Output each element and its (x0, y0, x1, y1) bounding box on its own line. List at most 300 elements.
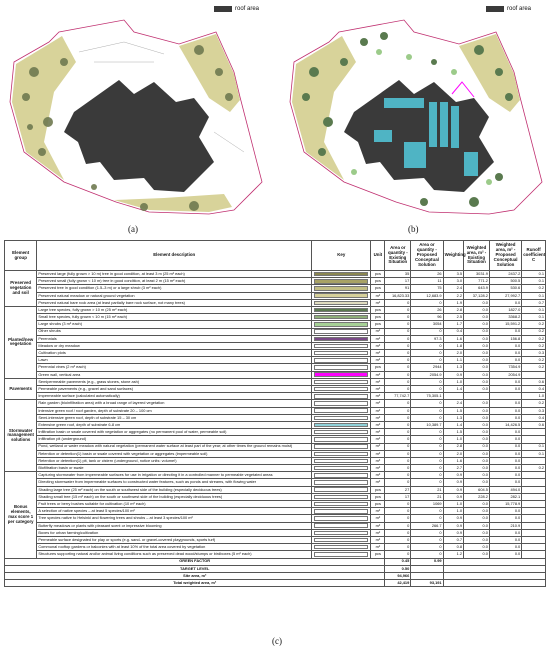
table-row (5, 357, 546, 364)
weighted-proposed-cell: 282.1 (489, 493, 521, 500)
proposed-cell: 11 (411, 278, 443, 285)
summary-blank (443, 580, 545, 587)
table-row (5, 536, 546, 543)
unit-cell: m³ (371, 457, 385, 464)
description-cell: Preserved small (fully grown < 10 m) tree in good condition, at least 2 m (15 m² each) (37, 278, 312, 285)
legend-color-swatch (314, 365, 368, 370)
caption-c: (c) (272, 636, 282, 646)
table-row (5, 314, 546, 321)
weighted-existing-cell: 0.0 (464, 407, 490, 414)
key-swatch-cell (312, 450, 371, 457)
unit-cell: pcs (371, 501, 385, 508)
legend-label-b: roof area (507, 6, 532, 12)
weighted-existing-cell: 0.0 (464, 357, 490, 364)
summary-blank (443, 558, 545, 565)
table-row (5, 292, 546, 299)
table-row (5, 306, 546, 313)
unit-cell: m² (371, 414, 385, 421)
table-row (5, 393, 546, 400)
table-row (5, 479, 546, 486)
weighted-existing-cell: 0.0 (464, 508, 490, 515)
key-swatch-cell (312, 371, 371, 378)
runoff-cell: 0.1 (522, 450, 546, 457)
runoff-cell (522, 479, 546, 486)
description-cell: Shading large tree (25 m² each) on the south or southwest side of the building (especially deciduous trees) (37, 486, 312, 493)
key-swatch-cell (312, 414, 371, 421)
description-cell: Permeable pavements (e.g., gravel and sand surfaces) (37, 386, 312, 393)
key-swatch-cell (312, 536, 371, 543)
weighted-existing-cell: 0.0 (464, 450, 490, 457)
legend-color-swatch (314, 523, 368, 528)
weighted-proposed-cell: 0.0 (489, 544, 521, 551)
key-swatch-cell (312, 465, 371, 472)
weighted-existing-cell: 0.0 (464, 335, 490, 342)
description-cell: Preserved large (fully grown > 10 m) tree in good condition, at least 3 m (25 m² each) (37, 271, 312, 278)
weighted-existing-cell: 37,128.2 (464, 292, 490, 299)
legend-color-swatch (314, 444, 368, 449)
runoff-cell: 0.2 (522, 328, 546, 335)
proposed-cell: 0 (411, 436, 443, 443)
table-row (5, 285, 546, 292)
weighted-proposed-cell: 0.0 (489, 386, 521, 393)
runoff-cell (522, 536, 546, 543)
table-row (5, 465, 546, 472)
unit-cell: m² (371, 443, 385, 450)
proposed-cell: 10,389.7 (411, 421, 443, 428)
summary-value: 0.50 (385, 565, 411, 572)
legend-color-swatch (314, 416, 368, 421)
runoff-cell (522, 457, 546, 464)
weighted-proposed-cell: 0.0 (489, 414, 521, 421)
summary-label: GREEN FACTOR (5, 558, 385, 565)
weighting-cell: 0.9 (443, 493, 463, 500)
weighted-proposed-cell: 0.0 (489, 536, 521, 543)
weighted-existing-cell: 228.2 (464, 493, 490, 500)
runoff-cell (522, 522, 546, 529)
weighting-cell: 0.4 (443, 328, 463, 335)
weighted-existing-cell: 0.0 (464, 551, 490, 558)
legend-color-swatch (314, 509, 368, 514)
existing-cell: 0 (385, 529, 411, 536)
unit-cell: m² (371, 522, 385, 529)
legend-color-swatch (314, 408, 368, 413)
proposed-cell: 0 (411, 472, 443, 479)
unit-cell: m² (371, 465, 385, 472)
legend-color-swatch (314, 322, 368, 327)
weighted-proposed-cell: 0.0 (489, 457, 521, 464)
proposed-cell: 21 (411, 486, 443, 493)
runoff-cell: 0.2 (522, 357, 546, 364)
weighting-cell: 1.4 (443, 421, 463, 428)
weighted-existing-cell: 0.0 (464, 342, 490, 349)
description-cell: Impermeable surface (calculated automatically) (37, 393, 312, 400)
existing-cell: 35 (385, 271, 411, 278)
runoff-cell (522, 529, 546, 536)
key-swatch-cell (312, 285, 371, 292)
key-swatch-cell (312, 421, 371, 428)
legend-color-swatch (314, 394, 368, 399)
table-row (5, 515, 546, 522)
unit-cell: m² (371, 479, 385, 486)
weighted-existing-cell (464, 393, 490, 400)
table-row (5, 457, 546, 464)
proposed-cell: 0 (411, 429, 443, 436)
proposed-cell: 0 (411, 400, 443, 407)
weighted-existing-cell: 0.0 (464, 321, 490, 328)
element-group-cell: Stormwater management solutions (5, 400, 37, 472)
description-cell: Permeable surface designated for play or sports (e.g. sand- or gravel-covered playgrounds, sports turf) (37, 536, 312, 543)
proposed-cell: 75,305.1 (411, 393, 443, 400)
key-swatch-cell (312, 472, 371, 479)
key-swatch-cell (312, 350, 371, 357)
table-row (5, 436, 546, 443)
proposed-cell: 0 (411, 508, 443, 515)
runoff-cell: 0.6 (522, 421, 546, 428)
header-weighted-proposed: Weighted area, m² - Proposed Conceptual Solution (489, 241, 521, 271)
caption-a: (a) (128, 224, 138, 234)
key-swatch-cell (312, 407, 371, 414)
unit-cell: m² (371, 400, 385, 407)
runoff-cell (522, 371, 546, 378)
header-key: Key (312, 241, 371, 271)
runoff-cell: 1.0 (522, 393, 546, 400)
weighted-proposed-cell: 0.0 (489, 508, 521, 515)
legend-color-swatch (314, 502, 368, 507)
weighting-cell: 1.6 (443, 457, 463, 464)
key-swatch-cell (312, 357, 371, 364)
existing-cell: 0 (385, 457, 411, 464)
description-cell: Lawn (37, 357, 312, 364)
runoff-cell (522, 472, 546, 479)
existing-cell: 0 (385, 306, 411, 313)
weighted-existing-cell: 0.0 (464, 429, 490, 436)
proposed-cell: 0 (411, 443, 443, 450)
weighting-cell: 1.0 (443, 508, 463, 515)
weighted-existing-cell: 771.2 (464, 278, 490, 285)
legend-color-swatch (314, 552, 368, 557)
runoff-cell: 0.2 (522, 342, 546, 349)
key-swatch-cell (312, 364, 371, 371)
table-row (5, 421, 546, 428)
weighting-cell: 0.9 (443, 472, 463, 479)
unit-cell: m² (371, 472, 385, 479)
legend-color-swatch (314, 531, 368, 536)
runoff-cell: 0.6 (522, 378, 546, 385)
table-row (5, 486, 546, 493)
weighting-cell: 1.3 (443, 364, 463, 371)
weighted-proposed-cell: 0.0 (489, 407, 521, 414)
existing-cell: 0 (385, 472, 411, 479)
proposed-cell: 0 (411, 357, 443, 364)
description-cell: Retention or detention(1) pit, tank or cistern (underground, notice units: volume!) (37, 457, 312, 464)
key-swatch-cell (312, 443, 371, 450)
existing-cell: 0 (385, 335, 411, 342)
summary-row (5, 565, 546, 572)
existing-cell: 0 (385, 536, 411, 543)
proposed-cell: 0 (411, 414, 443, 421)
description-cell: Large shrubs (3 m² each) (37, 321, 312, 328)
weighting-cell: 0.9 (443, 371, 463, 378)
element-group-cell: Preserved vegetation and soil (5, 271, 37, 307)
runoff-cell: 0.3 (522, 407, 546, 414)
key-swatch-cell (312, 529, 371, 536)
header-description: Element description (37, 241, 312, 271)
runoff-cell: 0.1 (522, 306, 546, 313)
existing-cell: 0 (385, 436, 411, 443)
unit-cell: pcs (371, 364, 385, 371)
proposed-cell: 12,683.9 (411, 292, 443, 299)
weighting-cell: 1.0 (443, 436, 463, 443)
legend-color-swatch (314, 286, 368, 291)
weighting-cell: 0.9 (443, 529, 463, 536)
table-row (5, 472, 546, 479)
runoff-cell: 0.4 (522, 386, 546, 393)
weighted-proposed-cell: 14,426.5 (489, 421, 521, 428)
weighted-proposed-cell: 0.0 (489, 479, 521, 486)
legend-color-swatch (314, 329, 368, 334)
unit-cell: m² (371, 407, 385, 414)
existing-cell: 0 (385, 400, 411, 407)
site-plan-existing (4, 2, 266, 224)
table-row (5, 522, 546, 529)
weighted-proposed-cell: 500.5 (489, 278, 521, 285)
weighting-cell: 1.4 (443, 386, 463, 393)
existing-cell: 77,742.7 (385, 393, 411, 400)
key-swatch-cell (312, 400, 371, 407)
unit-cell: m² (371, 292, 385, 299)
element-group-cell: Bonus elements, max score 1 per category (5, 472, 37, 558)
proposed-cell: 26 (411, 271, 443, 278)
weighted-proposed-cell: 0.0 (489, 429, 521, 436)
runoff-cell: 0.2 (522, 364, 546, 371)
proposed-cell: 96 (411, 314, 443, 321)
runoff-cell: 0.1 (522, 443, 546, 450)
table-row (5, 407, 546, 414)
table-row (5, 508, 546, 515)
unit-cell: m² (371, 515, 385, 522)
runoff-cell: 0.1 (522, 292, 546, 299)
weighted-existing-cell: 0.0 (464, 522, 490, 529)
weighted-proposed-cell: 0.0 (489, 515, 521, 522)
existing-cell: 0 (385, 407, 411, 414)
weighting-cell: 0.9 (443, 522, 463, 529)
weighted-existing-cell: 0.0 (464, 306, 490, 313)
proposed-cell: 2944 (411, 364, 443, 371)
key-swatch-cell (312, 457, 371, 464)
table-row (5, 321, 546, 328)
weighted-proposed-cell: 0.0 (489, 465, 521, 472)
legend-label-a: roof area (235, 6, 260, 12)
weighting-cell: 0.9 (443, 486, 463, 493)
legend-color-swatch (314, 279, 368, 284)
weighted-existing-cell: 0.0 (464, 378, 490, 385)
existing-cell: 0 (385, 465, 411, 472)
summary-row (5, 558, 546, 565)
weighted-existing-cell: 0.0 (464, 436, 490, 443)
header-group: Element group (5, 241, 37, 271)
legend-color-swatch (314, 301, 368, 306)
runoff-cell (522, 551, 546, 558)
weighted-proposed-cell: 494.0 (489, 486, 521, 493)
runoff-cell: 0.2 (522, 285, 546, 292)
description-cell: Large tree species, fully grown > 10 m (25 m² each) (37, 306, 312, 313)
header-unit: Unit (371, 241, 385, 271)
unit-cell: m² (371, 529, 385, 536)
table-row (5, 299, 546, 306)
existing-cell: 0 (385, 364, 411, 371)
description-cell: Semi-intensive green roof, depth of substrate 15 – 30 cm (37, 414, 312, 421)
weighted-existing-cell: 0.0 (464, 443, 490, 450)
key-swatch-cell (312, 501, 371, 508)
proposed-cell: 0 (411, 457, 443, 464)
weighted-proposed-cell: 0.0 (489, 450, 521, 457)
weighting-cell: 3.0 (443, 278, 463, 285)
weighting-cell: 1.8 (443, 342, 463, 349)
element-group-cell: Pavements (5, 378, 37, 400)
key-swatch-cell (312, 271, 371, 278)
weighted-existing-cell: 0.0 (464, 371, 490, 378)
table-row (5, 350, 546, 357)
weighting-cell: 2.0 (443, 450, 463, 457)
summary-value (411, 565, 443, 572)
description-cell: Small tree species, fully grown < 10 m (15 m² each) (37, 314, 312, 321)
weighted-proposed-cell: 0.0 (489, 472, 521, 479)
weighted-existing-cell: 0.0 (464, 299, 490, 306)
weighting-cell: 2.7 (443, 465, 463, 472)
runoff-cell: 0.1 (522, 271, 546, 278)
unit-cell: m² (371, 371, 385, 378)
key-swatch-cell (312, 306, 371, 313)
weighted-proposed-cell: 0.0 (489, 400, 521, 407)
table-row (5, 386, 546, 393)
weighting-cell: 1.0 (443, 378, 463, 385)
weighting-cell: 0.8 (443, 544, 463, 551)
description-cell: Capturing stormwater from impermeable surfaces for use in irrigation or directing it in a controlled manner to permeable vegetated areas (37, 472, 312, 479)
table-row (5, 342, 546, 349)
legend-color-swatch (314, 351, 368, 356)
legend-color-swatch (314, 545, 368, 550)
weighting-cell: 1.7 (443, 321, 463, 328)
proposed-cell: 0 (411, 529, 443, 536)
weighted-proposed-cell: 0.0 (489, 299, 521, 306)
description-cell: Preserved natural meadow or natural ground vegetation (37, 292, 312, 299)
description-cell: Preserved tree in good condition (1.5–3 m) or a large shrub (3 m² each) (37, 285, 312, 292)
runoff-cell: 0.2 (522, 335, 546, 342)
legend-color-swatch (314, 480, 368, 485)
weighted-existing-cell: 604.5 (464, 486, 490, 493)
description-cell: Infiltration basin or swale covered with vegetation or aggregates (no permanent pool of water, permeable soil) (37, 429, 312, 436)
weighted-proposed-cell (489, 393, 521, 400)
existing-cell: 0 (385, 314, 411, 321)
summary-blank (443, 565, 545, 572)
proposed-cell: 75 (411, 285, 443, 292)
weighted-proposed-cell: 3368.2 (489, 314, 521, 321)
key-swatch-cell (312, 436, 371, 443)
description-cell: Semipermeable pavements (e.g., grass stones, stone ash) (37, 378, 312, 385)
key-swatch-cell (312, 321, 371, 328)
plan-b-drawing (284, 2, 546, 224)
proposed-cell: 266.7 (411, 522, 443, 529)
proposed-cell: 0 (411, 465, 443, 472)
table-row (5, 493, 546, 500)
summary-value: 93,191 (411, 580, 443, 587)
weighted-proposed-cell: 7354.9 (489, 364, 521, 371)
table-row (5, 371, 546, 378)
runoff-cell (522, 493, 546, 500)
table-row (5, 429, 546, 436)
runoff-cell (522, 508, 546, 515)
legend-color-swatch (314, 372, 368, 377)
table-row (5, 529, 546, 536)
existing-cell: 0 (385, 357, 411, 364)
existing-cell: 17 (385, 493, 411, 500)
weighted-proposed-cell: 1827.0 (489, 306, 521, 313)
existing-cell: 0 (385, 450, 411, 457)
existing-cell: 16,823.33 (385, 292, 411, 299)
weighting-cell: 1.5 (443, 407, 463, 414)
proposed-cell: 0 (411, 386, 443, 393)
proposed-cell: 0 (411, 378, 443, 385)
key-swatch-cell (312, 493, 371, 500)
description-cell: Pond, wetland or water meadow with natural vegetation (permanent water surface at least part of the year; at other times the ground remains moist) (37, 443, 312, 450)
proposed-cell: 0 (411, 544, 443, 551)
legend-color-swatch (314, 358, 368, 363)
weighted-existing-cell: 0.0 (464, 515, 490, 522)
unit-cell: m² (371, 429, 385, 436)
unit-cell: m² (371, 536, 385, 543)
proposed-cell: 0 (411, 407, 443, 414)
legend-color-swatch (314, 401, 368, 406)
legend-color-swatch (314, 423, 368, 428)
table-row (5, 378, 546, 385)
proposed-cell: 0 (411, 350, 443, 357)
weighted-existing-cell: 0.0 (464, 350, 490, 357)
description-cell: Butterfly meadows or plants with pleasant scent or impressive blooming (37, 522, 312, 529)
existing-cell: 0 (385, 443, 411, 450)
unit-cell: pcs (371, 486, 385, 493)
existing-cell: 0 (385, 342, 411, 349)
proposed-cell: 0 (411, 551, 443, 558)
existing-cell: 0 (385, 386, 411, 393)
weighted-existing-cell: 0.0 (464, 544, 490, 551)
runoff-cell: 0.4 (522, 414, 546, 421)
unit-cell: m² (371, 335, 385, 342)
weighted-proposed-cell: 156.8 (489, 335, 521, 342)
header-weighting: Weighting (443, 241, 463, 271)
table-row (5, 271, 546, 278)
key-swatch-cell (312, 386, 371, 393)
weighted-proposed-cell: 27,992.7 (489, 292, 521, 299)
description-cell: Infiltration pit (underground) (37, 436, 312, 443)
unit-cell: pcs (371, 285, 385, 292)
summary-row (5, 572, 546, 579)
runoff-cell (522, 436, 546, 443)
legend-color-swatch (314, 272, 368, 277)
unit-cell: pcs (371, 321, 385, 328)
proposed-cell: 1069 (411, 501, 443, 508)
legend-color-swatch (314, 473, 368, 478)
description-cell: Extensive green roof, depth of substrate 6-8 cm (37, 421, 312, 428)
key-swatch-cell (312, 299, 371, 306)
summary-value: 0.45 (385, 558, 411, 565)
weighted-existing-cell: 0.0 (464, 472, 490, 479)
proposed-cell: 97.3 (411, 335, 443, 342)
legend-color-swatch (314, 452, 368, 457)
existing-cell: 0 (385, 515, 411, 522)
weighted-proposed-cell: 0.0 (489, 328, 521, 335)
runoff-cell: 0.2 (522, 400, 546, 407)
weighted-proposed-cell: 530.6 (489, 285, 521, 292)
